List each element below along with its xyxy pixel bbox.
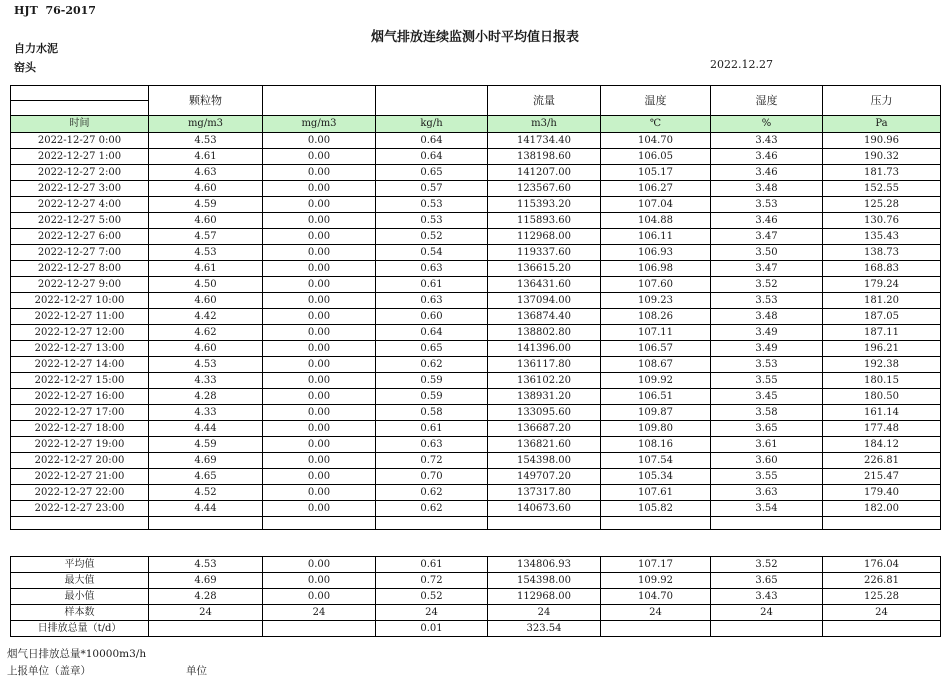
table-cell: 2022-12-27 10:00	[11, 293, 149, 309]
table-cell: 180.15	[823, 373, 941, 389]
table-cell: 107.61	[601, 485, 711, 501]
table-cell: 0.00	[263, 341, 376, 357]
table-cell: 4.63	[149, 165, 263, 181]
table-cell: 104.88	[601, 213, 711, 229]
footer-unit-label: 单位	[186, 665, 207, 677]
table-cell	[149, 621, 263, 637]
table-cell: 2022-12-27 19:00	[11, 437, 149, 453]
table-cell: 0.00	[263, 501, 376, 517]
table-cell: 138802.80	[488, 325, 601, 341]
table-cell: 181.73	[823, 165, 941, 181]
unit-header-cell: mg/m3	[149, 116, 263, 133]
table-cell: 3.43	[711, 133, 823, 149]
table-cell: 133095.60	[488, 405, 601, 421]
table-cell: 0.00	[263, 453, 376, 469]
table-cell: 2022-12-27 22:00	[11, 485, 149, 501]
table-cell: 0.57	[376, 181, 488, 197]
table-cell: 136821.60	[488, 437, 601, 453]
table-cell: 0.62	[376, 501, 488, 517]
table-cell: 4.28	[149, 389, 263, 405]
table-row	[11, 453, 941, 469]
group-header-cell: 压力	[823, 86, 941, 116]
table-cell: 2022-12-27 3:00	[11, 181, 149, 197]
summary-row	[11, 573, 941, 589]
table-cell: 106.51	[601, 389, 711, 405]
table-cell: 0.53	[376, 213, 488, 229]
table-cell: 109.80	[601, 421, 711, 437]
table-cell: 3.47	[711, 229, 823, 245]
table-cell: 0.63	[376, 293, 488, 309]
table-cell: 24	[488, 605, 601, 621]
table-cell: 0.63	[376, 261, 488, 277]
table-cell: 115393.20	[488, 197, 601, 213]
group-header-cell: 颗粒物	[149, 86, 263, 116]
table-cell: 0.60	[376, 309, 488, 325]
table-row	[11, 149, 941, 165]
table-cell: 24	[149, 605, 263, 621]
table-cell: 2022-12-27 6:00	[11, 229, 149, 245]
table-cell: 106.98	[601, 261, 711, 277]
table-cell: 3.53	[711, 197, 823, 213]
table-cell: 4.42	[149, 309, 263, 325]
table-cell: 3.55	[711, 469, 823, 485]
table-cell: 0.00	[263, 165, 376, 181]
unit-header-cell: %	[711, 116, 823, 133]
station-name: 窑头	[14, 61, 36, 74]
table-cell: 4.60	[149, 181, 263, 197]
table-row	[11, 277, 941, 293]
table-cell: 192.38	[823, 357, 941, 373]
empty-row	[11, 517, 941, 530]
table-cell: 平均值	[11, 557, 149, 573]
table-cell: 0.00	[263, 325, 376, 341]
table-cell: 106.93	[601, 245, 711, 261]
table-cell: 187.11	[823, 325, 941, 341]
unit-header-cell: mg/m3	[263, 116, 376, 133]
table-cell: 112968.00	[488, 229, 601, 245]
table-cell: 125.28	[823, 589, 941, 605]
table-cell: 109.23	[601, 293, 711, 309]
table-cell: 107.60	[601, 277, 711, 293]
table-cell: 2022-12-27 17:00	[11, 405, 149, 421]
table-row	[11, 229, 941, 245]
table-cell: 0.72	[376, 573, 488, 589]
group-header-cell: 湿度	[711, 86, 823, 116]
main-table	[10, 85, 941, 530]
table-cell: 115893.60	[488, 213, 601, 229]
table-cell: 4.52	[149, 485, 263, 501]
table-cell: 0.61	[376, 557, 488, 573]
table-cell: 0.65	[376, 165, 488, 181]
footer-note: 烟气日排放总量*10000m3/h	[7, 648, 147, 660]
table-cell: 0.00	[263, 373, 376, 389]
table-cell: 135.43	[823, 229, 941, 245]
table-cell: 176.04	[823, 557, 941, 573]
table-cell: 0.00	[263, 245, 376, 261]
table-cell: 0.00	[263, 557, 376, 573]
table-cell: 4.60	[149, 213, 263, 229]
unit-header-cell: kg/h	[376, 116, 488, 133]
table-row	[11, 485, 941, 501]
table-cell: 2022-12-27 16:00	[11, 389, 149, 405]
table-cell: 2022-12-27 5:00	[11, 213, 149, 229]
table-cell: 141734.40	[488, 133, 601, 149]
table-row	[11, 341, 941, 357]
table-cell: 104.70	[601, 133, 711, 149]
table-cell: 3.47	[711, 261, 823, 277]
table-cell: 3.55	[711, 373, 823, 389]
table-cell: 0.00	[263, 181, 376, 197]
table-cell: 0.64	[376, 325, 488, 341]
corner-cell-top	[11, 86, 149, 101]
table-cell: 2022-12-27 8:00	[11, 261, 149, 277]
table-cell: 0.00	[263, 573, 376, 589]
table-cell: 179.24	[823, 277, 941, 293]
unit-header-cell: ℃	[601, 116, 711, 133]
table-cell: 3.65	[711, 421, 823, 437]
table-cell: 4.60	[149, 341, 263, 357]
table-cell: 182.00	[823, 501, 941, 517]
table-cell: 141207.00	[488, 165, 601, 181]
table-cell: 0.00	[263, 229, 376, 245]
table-cell: 105.17	[601, 165, 711, 181]
table-cell: 2022-12-27 9:00	[11, 277, 149, 293]
table-cell: 4.65	[149, 469, 263, 485]
table-cell: 24	[601, 605, 711, 621]
table-cell: 180.50	[823, 389, 941, 405]
table-cell: 3.48	[711, 309, 823, 325]
table-cell: 0.00	[263, 261, 376, 277]
table-cell: 24	[711, 605, 823, 621]
table-cell: 0.00	[263, 405, 376, 421]
table-cell: 181.20	[823, 293, 941, 309]
table-cell: 样本数	[11, 605, 149, 621]
table-cell: 107.04	[601, 197, 711, 213]
table-cell: 179.40	[823, 485, 941, 501]
footer-report-unit: 上报单位（盖章）	[7, 665, 91, 677]
table-cell: 0.61	[376, 421, 488, 437]
table-cell: 4.69	[149, 453, 263, 469]
table-cell: 0.00	[263, 277, 376, 293]
table-cell: 0.62	[376, 357, 488, 373]
table-cell	[711, 621, 823, 637]
table-cell: 226.81	[823, 453, 941, 469]
table-cell: 161.14	[823, 405, 941, 421]
table-cell: 105.34	[601, 469, 711, 485]
table-cell: 177.48	[823, 421, 941, 437]
table-cell: 0.59	[376, 389, 488, 405]
table-cell: 4.59	[149, 437, 263, 453]
table-cell: 0.70	[376, 469, 488, 485]
table-cell: 3.58	[711, 405, 823, 421]
table-row	[11, 357, 941, 373]
table-cell: 125.28	[823, 197, 941, 213]
table-cell: 3.46	[711, 213, 823, 229]
table-row	[11, 261, 941, 277]
table-cell: 136117.80	[488, 357, 601, 373]
table-cell: 190.96	[823, 133, 941, 149]
table-cell: 152.55	[823, 181, 941, 197]
table-cell: 2022-12-27 20:00	[11, 453, 149, 469]
table-cell: 149707.20	[488, 469, 601, 485]
table-cell: 3.43	[711, 589, 823, 605]
table-cell: 136874.40	[488, 309, 601, 325]
page-title: 烟气排放连续监测小时平均值日报表	[370, 30, 579, 45]
table-cell: 2022-12-27 12:00	[11, 325, 149, 341]
table-row	[11, 245, 941, 261]
table-cell: 138.73	[823, 245, 941, 261]
table-cell: 187.05	[823, 309, 941, 325]
table-cell: 3.63	[711, 485, 823, 501]
table-row	[11, 405, 941, 421]
table-cell: 3.53	[711, 293, 823, 309]
table-cell: 0.65	[376, 341, 488, 357]
table-cell: 0.00	[263, 589, 376, 605]
time-header-cell: 时间	[11, 116, 149, 133]
table-cell	[263, 621, 376, 637]
table-row	[11, 213, 941, 229]
table-cell: 3.49	[711, 325, 823, 341]
table-cell: 154398.00	[488, 573, 601, 589]
group-header-cell	[376, 86, 488, 116]
table-cell: 0.58	[376, 405, 488, 421]
table-cell: 154398.00	[488, 453, 601, 469]
table-cell: 104.70	[601, 589, 711, 605]
table-cell: 24	[376, 605, 488, 621]
table-row	[11, 501, 941, 517]
table-row	[11, 181, 941, 197]
table-cell: 最小值	[11, 589, 149, 605]
unit-header-cell: Pa	[823, 116, 941, 133]
table-cell: 226.81	[823, 573, 941, 589]
table-cell: 112968.00	[488, 589, 601, 605]
table-cell: 4.53	[149, 557, 263, 573]
table-cell: 4.59	[149, 197, 263, 213]
table-cell: 137094.00	[488, 293, 601, 309]
table-cell: 108.16	[601, 437, 711, 453]
group-header-cell	[263, 86, 376, 116]
table-cell: 3.46	[711, 165, 823, 181]
table-cell: 3.45	[711, 389, 823, 405]
table-cell: 2022-12-27 4:00	[11, 197, 149, 213]
table-cell: 106.27	[601, 181, 711, 197]
summary-row	[11, 589, 941, 605]
table-cell: 136102.20	[488, 373, 601, 389]
table-cell: 最大值	[11, 573, 149, 589]
table-cell: 2022-12-27 23:00	[11, 501, 149, 517]
table-cell: 106.57	[601, 341, 711, 357]
table-cell: 109.92	[601, 373, 711, 389]
table-cell: 2022-12-27 21:00	[11, 469, 149, 485]
table-cell: 4.69	[149, 573, 263, 589]
table-cell: 0.01	[376, 621, 488, 637]
table-cell: 119337.60	[488, 245, 601, 261]
table-cell: 215.47	[823, 469, 941, 485]
table-cell: 4.60	[149, 293, 263, 309]
table-cell: 141396.00	[488, 341, 601, 357]
table-cell: 2022-12-27 13:00	[11, 341, 149, 357]
table-cell: 4.61	[149, 261, 263, 277]
table-cell: 0.00	[263, 213, 376, 229]
table-cell: 2022-12-27 0:00	[11, 133, 149, 149]
table-cell: 24	[263, 605, 376, 621]
table-cell: 107.11	[601, 325, 711, 341]
table-cell: 2022-12-27 14:00	[11, 357, 149, 373]
table-cell: 3.60	[711, 453, 823, 469]
table-cell: 0.00	[263, 437, 376, 453]
table-row	[11, 309, 941, 325]
table-cell: 24	[823, 605, 941, 621]
company-name: 自力水泥	[14, 42, 58, 55]
table-cell: 136687.20	[488, 421, 601, 437]
table-cell: 4.28	[149, 589, 263, 605]
group-header-cell: 温度	[601, 86, 711, 116]
summary-row	[11, 605, 941, 621]
table-cell: 日排放总量（t/d）	[11, 621, 149, 637]
table-cell: 136431.60	[488, 277, 601, 293]
table-row	[11, 133, 941, 149]
table-cell: 107.54	[601, 453, 711, 469]
table-cell: 2022-12-27 7:00	[11, 245, 149, 261]
table-cell: 2022-12-27 15:00	[11, 373, 149, 389]
table-cell: 108.67	[601, 357, 711, 373]
table-cell: 123567.60	[488, 181, 601, 197]
table-cell: 137317.80	[488, 485, 601, 501]
table-cell: 4.44	[149, 421, 263, 437]
table-cell: 3.53	[711, 357, 823, 373]
table-cell	[601, 621, 711, 637]
table-cell: 106.11	[601, 229, 711, 245]
table-cell: 196.21	[823, 341, 941, 357]
table-cell: 3.54	[711, 501, 823, 517]
table-cell: 0.64	[376, 149, 488, 165]
table-cell: 106.05	[601, 149, 711, 165]
table-row	[11, 293, 941, 309]
table-cell: 109.87	[601, 405, 711, 421]
data-rows	[11, 133, 941, 517]
table-cell: 0.64	[376, 133, 488, 149]
table-row	[11, 373, 941, 389]
table-cell: 3.46	[711, 149, 823, 165]
group-header-cell: 流量	[488, 86, 601, 116]
table-cell: 4.62	[149, 325, 263, 341]
table-row	[11, 165, 941, 181]
table-cell: 190.32	[823, 149, 941, 165]
table-cell: 3.52	[711, 557, 823, 573]
table-cell: 0.00	[263, 469, 376, 485]
table-row	[11, 197, 941, 213]
table-cell: 3.61	[711, 437, 823, 453]
table-cell: 0.00	[263, 421, 376, 437]
table-row	[11, 389, 941, 405]
table-cell: 0.52	[376, 589, 488, 605]
table-cell: 0.00	[263, 357, 376, 373]
unit-header-row	[11, 116, 941, 133]
table-cell: 2022-12-27 11:00	[11, 309, 149, 325]
table-cell: 0.00	[263, 133, 376, 149]
table-cell: 136615.20	[488, 261, 601, 277]
report-date: 2022.12.27	[710, 58, 773, 71]
table-cell: 4.57	[149, 229, 263, 245]
table-cell: 4.50	[149, 277, 263, 293]
table-cell: 0.00	[263, 197, 376, 213]
table-cell: 108.26	[601, 309, 711, 325]
table-cell: 140673.60	[488, 501, 601, 517]
table-cell: 3.50	[711, 245, 823, 261]
table-cell: 3.52	[711, 277, 823, 293]
table-cell: 105.82	[601, 501, 711, 517]
doc-code: HJT 76-2017	[14, 4, 96, 17]
table-row	[11, 421, 941, 437]
table-cell: 0.00	[263, 485, 376, 501]
table-cell: 0.00	[263, 389, 376, 405]
table-cell: 0.53	[376, 197, 488, 213]
table-cell: 0.72	[376, 453, 488, 469]
table-cell: 3.49	[711, 341, 823, 357]
table-cell: 109.92	[601, 573, 711, 589]
table-cell: 0.63	[376, 437, 488, 453]
table-row	[11, 437, 941, 453]
table-cell: 0.62	[376, 485, 488, 501]
table-cell: 184.12	[823, 437, 941, 453]
table-cell: 0.00	[263, 149, 376, 165]
table-cell: 0.54	[376, 245, 488, 261]
table-cell: 107.17	[601, 557, 711, 573]
table-cell: 130.76	[823, 213, 941, 229]
unit-header-cell: m3/h	[488, 116, 601, 133]
table-cell: 3.65	[711, 573, 823, 589]
table-cell: 0.59	[376, 373, 488, 389]
table-cell	[823, 621, 941, 637]
summary-table	[10, 556, 941, 637]
summary-row	[11, 557, 941, 573]
table-cell: 2022-12-27 2:00	[11, 165, 149, 181]
table-cell: 4.33	[149, 373, 263, 389]
table-cell: 323.54	[488, 621, 601, 637]
table-cell: 134806.93	[488, 557, 601, 573]
group-header-row	[11, 86, 941, 101]
table-cell: 0.00	[263, 309, 376, 325]
table-cell: 4.53	[149, 133, 263, 149]
table-cell: 3.48	[711, 181, 823, 197]
table-cell: 138931.20	[488, 389, 601, 405]
summary-rows	[11, 557, 941, 637]
table-cell: 4.61	[149, 149, 263, 165]
table-cell: 168.83	[823, 261, 941, 277]
table-cell: 0.52	[376, 229, 488, 245]
table-row	[11, 325, 941, 341]
table-row	[11, 469, 941, 485]
table-cell: 2022-12-27 18:00	[11, 421, 149, 437]
table-cell: 138198.60	[488, 149, 601, 165]
table-cell: 4.53	[149, 245, 263, 261]
table-cell: 4.33	[149, 405, 263, 421]
table-cell: 4.53	[149, 357, 263, 373]
table-cell: 4.44	[149, 501, 263, 517]
table-cell: 0.61	[376, 277, 488, 293]
table-cell: 0.00	[263, 293, 376, 309]
corner-cell-bottom	[11, 101, 149, 116]
table-cell: 2022-12-27 1:00	[11, 149, 149, 165]
summary-row	[11, 621, 941, 637]
